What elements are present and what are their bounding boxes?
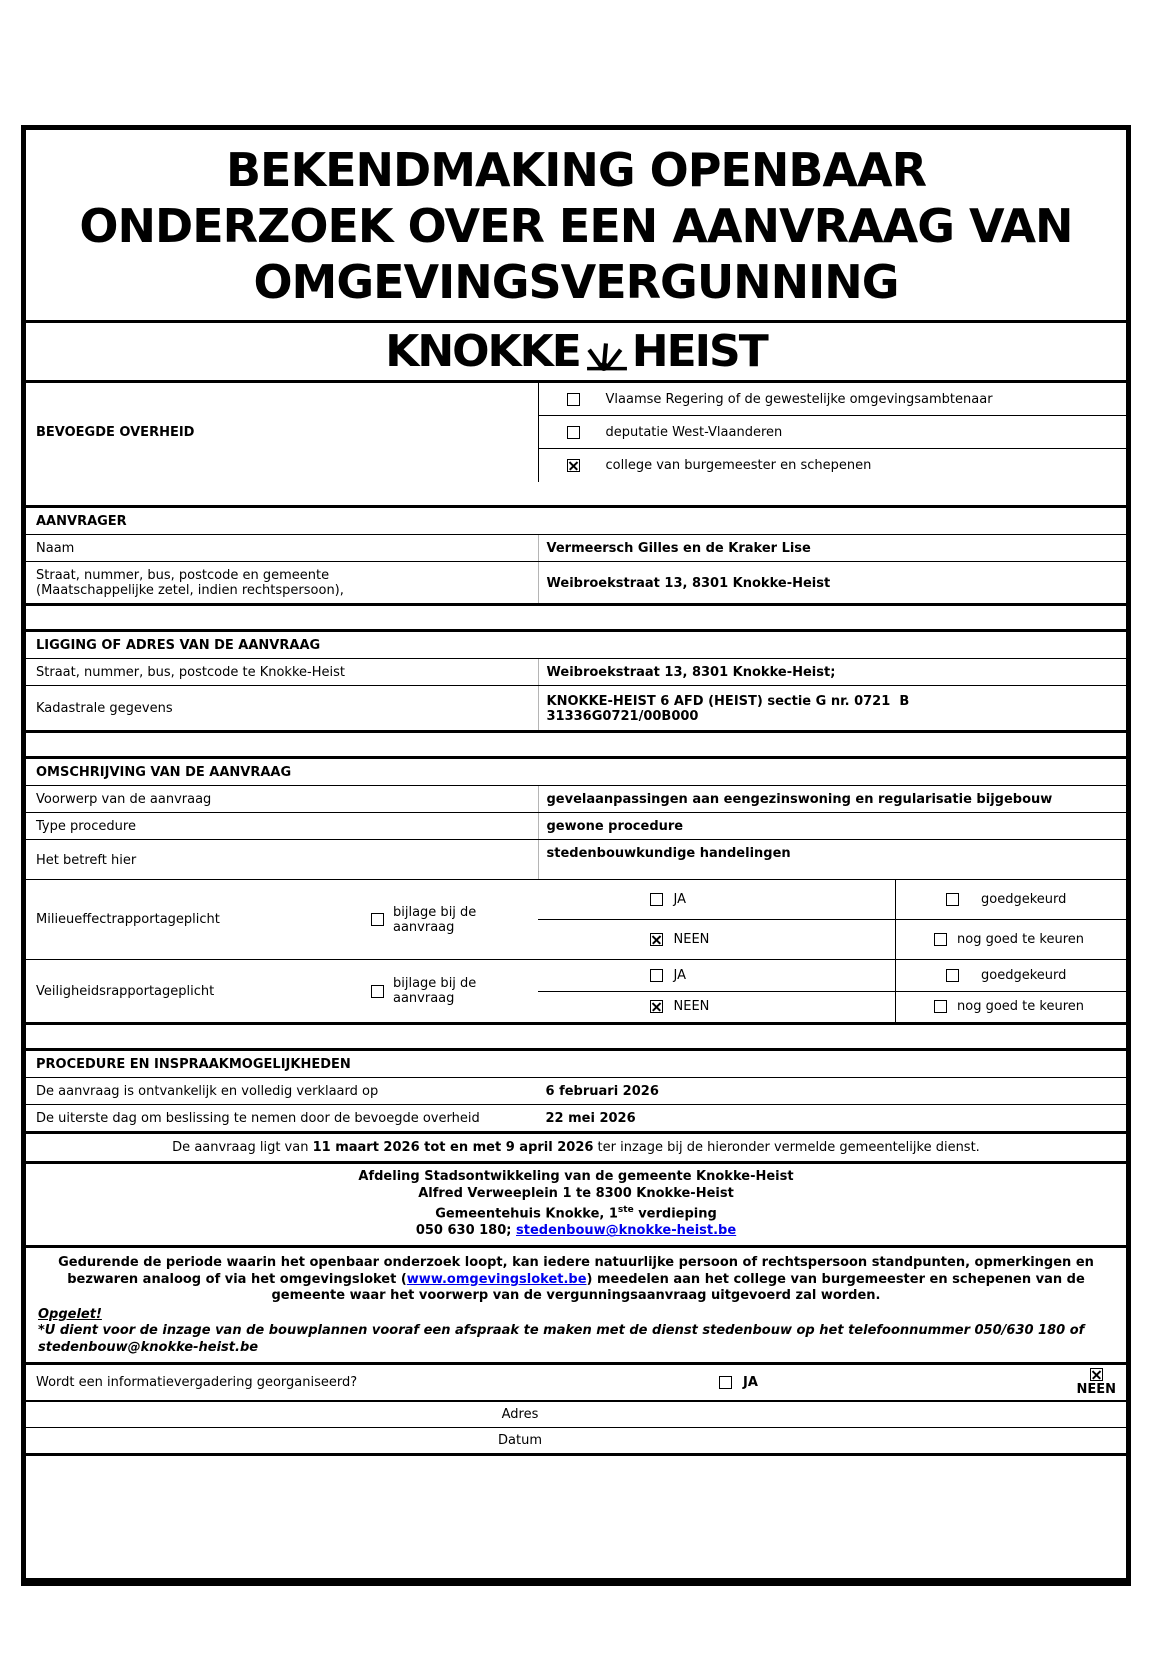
section-bevoegde-overheid [26,383,1126,482]
checkbox-milieu-bijlage[interactable] [371,913,384,926]
bevoegde-overheid-label: BEVOEGDE OVERHEID [36,425,195,440]
ligging-straat-label: Straat, nummer, bus, postcode te Knokke-Heist [36,665,345,680]
adres-label: Adres [501,1407,539,1423]
row-milieueffectrapportageplicht [26,880,1126,960]
aanvrager-adres-label-line1: Straat, nummer, bus, postcode en gemeente [36,568,330,583]
ontvankelijk-label: De aanvraag is ontvankelijk en volledig verklaard op [36,1084,379,1099]
opgelet-text: *U dient voor de inzage van de bouwplannen vooraf een afspraak te maken met de dienst stedenbouw op het telefoonnummer 050/630 180 of stedenbouw@knokke-heist.be [38,1323,1085,1355]
dienst-name: Afdeling Stadsontwikkeling van de gemeente Knokke-Heist [358,1169,794,1184]
kadastraal-value-line2: 31336G0721/00B000 [546,708,699,724]
informatievergadering-row [26,1365,1126,1402]
veiligheid-nog-goed-label: nog goed te keuren [957,999,1084,1015]
veiligheid-label: Veiligheidsrapportageplicht [36,983,215,999]
veiligheid-goedgekeurd-label: goedgekeurd [981,967,1067,983]
veiligheid-bijlage-label: bijlage bij de aanvraag [393,976,477,1006]
bezwaar-block [26,1248,1126,1365]
ligging-header: LIGGING OF ADRES VAN DE AANVRAAG [26,632,1126,659]
municipality-logo [26,323,1126,383]
table-row [26,562,1126,603]
section-gap [26,482,1126,505]
dienst-floor: Gemeentehuis Knokke, 1ste verdieping [435,1205,717,1222]
section-gap [26,606,1126,629]
checkbox-veiligheid-bijlage[interactable] [371,985,384,998]
logo-word-knokke: KNOKKE [385,326,580,377]
ontvankelijk-value: 6 februari 2026 [545,1084,659,1099]
section-gap [26,1025,1126,1048]
section-procedure [26,1048,1126,1581]
dienst-address-block [26,1164,1126,1248]
option-label: Vlaamse Regering of de gewestelijke omgevingsambtenaar [605,391,993,407]
aanvrager-adres-label-line2: (Maatschappelijke zetel, indien rechtspersoon), [36,583,344,598]
checkbox-veiligheid-neen[interactable] [650,1000,663,1013]
checkbox-deputatie[interactable] [567,426,580,439]
veiligheid-ja-label: JA [673,967,686,983]
table-row [26,813,1126,840]
option-deputatie [539,416,1127,449]
announcement-document [21,125,1131,1586]
option-vlaamse-regering [539,383,1127,416]
table-row [26,535,1126,562]
info-ja-label: JA [743,1375,758,1391]
uiterste-dag-label: De uiterste dag om beslissing te nemen door de bevoegde overheid [36,1111,480,1126]
omschrijving-header: OMSCHRIJVING VAN DE AANVRAAG [26,759,1126,786]
bezwaar-paragraph: Gedurende de periode waarin het openbaar onderzoek loopt, kan iedere natuurlijke persoon of rechtspersoon standpunten, opmerkingen en bezwaren analoog of via het omgevingsloket (www.omgevingsloket.be) meedelen aan het college van burgemeester en schepenen van de gemeente waar het voorwerp van de vergunningsaanvraag uitgevoerd zal worden. [58,1255,1094,1304]
checkbox-veiligheid-goedgekeurd[interactable] [946,969,959,982]
table-row [26,840,1126,880]
bevoegde-overheid-options [538,383,1127,482]
milieu-nog-goed-label: nog goed te keuren [957,932,1084,947]
checkbox-veiligheid-nog-goed[interactable] [934,1000,947,1013]
dienst-street: Alfred Verweeplein 1 te 8300 Knokke-Heist [418,1186,734,1201]
milieu-ja-label: JA [673,892,686,907]
title-line-2: ONDERZOEK OVER EEN AANVRAAG VAN [79,199,1073,253]
aanvrager-adres-value: Weibroekstraat 13, 8301 Knokke-Heist [546,575,831,591]
checkbox-milieu-ja[interactable] [650,893,663,906]
betreft-value: stedenbouwkundige handelingen [546,846,791,861]
title-block [26,130,1126,323]
logo-word-heist: HEIST [631,326,767,377]
datum-row [26,1428,1126,1456]
section-omschrijving [26,756,1126,1025]
inzage-period-row [26,1134,1126,1164]
table-row [26,1105,1126,1134]
seagull-footprint-icon [586,338,628,372]
section-aanvrager [26,505,1126,606]
checkbox-vlaamse-regering[interactable] [567,393,580,406]
type-procedure-label: Type procedure [36,819,136,834]
checkbox-milieu-neen[interactable] [650,933,663,946]
checkbox-milieu-nog-goed[interactable] [934,933,947,946]
milieu-label: Milieueffectrapportageplicht [36,912,220,927]
milieu-bijlage-label: bijlage bij de aanvraag [393,904,477,935]
dienst-email-link[interactable]: stedenbouw@knokke-heist.be [516,1223,737,1239]
checkbox-college[interactable] [567,459,580,472]
info-neen-label: NEEN [1076,1382,1116,1398]
aanvrager-header: AANVRAGER [26,508,1126,535]
naam-label: Naam [36,541,75,556]
informatievergadering-label: Wordt een informatievergadering georganiseerd? [36,1375,358,1391]
opgelet-title: Opgelet! [38,1306,102,1322]
section-ligging [26,629,1126,733]
checkbox-info-ja[interactable] [719,1376,732,1389]
option-label: college van burgemeester en schepenen [605,458,872,473]
inzage-text-post: ter inzage bij de hieronder vermelde gemeentelijke dienst. [593,1140,980,1155]
checkbox-milieu-goedgekeurd[interactable] [946,893,959,906]
datum-label: Datum [498,1433,542,1449]
title-line-3: OMGEVINGSVERGUNNING [253,255,899,309]
dienst-phone: 050 630 180; [415,1223,516,1239]
kadastraal-label: Kadastrale gegevens [36,701,173,716]
table-row [26,686,1126,730]
procedure-header: PROCEDURE EN INSPRAAKMOGELIJKHEDEN [26,1051,1126,1078]
table-row [26,786,1126,813]
voorwerp-label: Voorwerp van de aanvraag [36,792,212,807]
adres-row [26,1402,1126,1428]
naam-value: Vermeersch Gilles en de Kraker Lise [546,541,811,556]
type-procedure-value: gewone procedure [546,819,684,834]
row-veiligheidsrapportageplicht [26,960,1126,1022]
inzage-period: 11 maart 2026 tot en met 9 april 2026 [312,1140,594,1155]
section-gap [26,733,1126,756]
dienst-contact [36,1222,1116,1239]
milieu-goedgekeurd-label: goedgekeurd [981,892,1067,907]
checkbox-veiligheid-ja[interactable] [650,969,663,982]
ligging-straat-value: Weibroekstraat 13, 8301 Knokke-Heist; [546,665,836,680]
title-line-1: BEKENDMAKING OPENBAAR [225,143,927,197]
option-label: deputatie West-Vlaanderen [605,424,783,440]
inzage-text-pre: De aanvraag ligt van [172,1140,313,1155]
kadastraal-value-line1: KNOKKE-HEIST 6 AFD (HEIST) sectie G nr. 0721 B [546,693,910,709]
uiterste-dag-value: 22 mei 2026 [545,1111,636,1126]
veiligheid-neen-label: NEEN [673,999,710,1015]
omgevingsloket-link[interactable]: www.omgevingsloket.be [406,1271,587,1287]
table-row [26,659,1126,686]
checkbox-info-neen[interactable] [1090,1368,1103,1381]
table-row [26,1078,1126,1105]
voorwerp-value: gevelaanpassingen aan eengezinswoning en regularisatie bijgebouw [546,792,1053,807]
milieu-neen-label: NEEN [673,932,710,947]
option-college [539,449,1127,482]
betreft-label: Het betreft hier [36,852,137,868]
empty-notes-area [26,1456,1126,1578]
